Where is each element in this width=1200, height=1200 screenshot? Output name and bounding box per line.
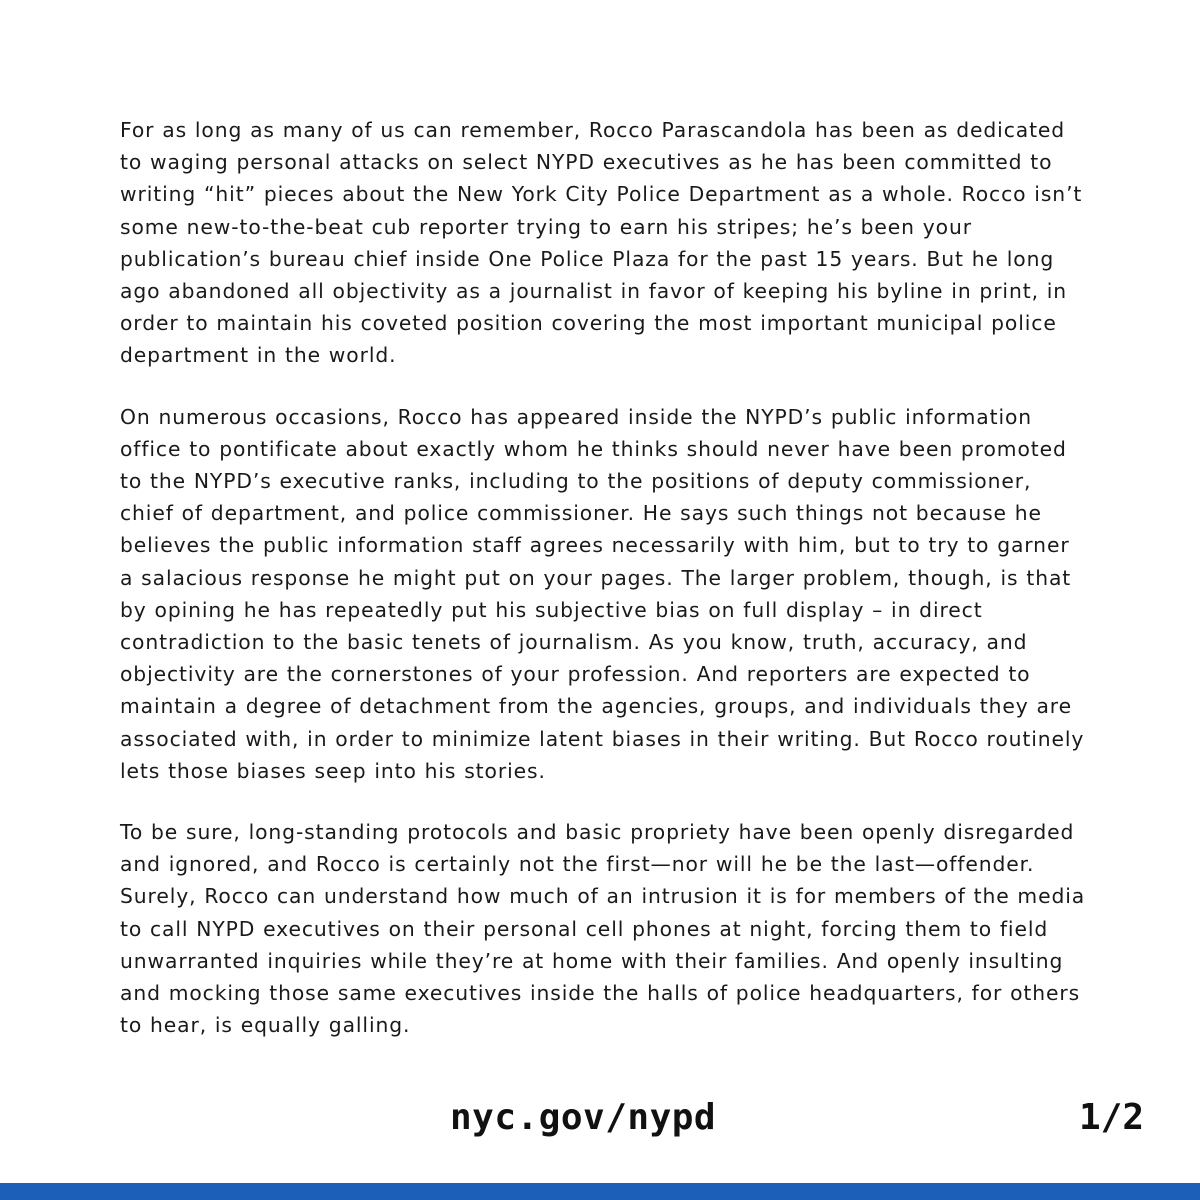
paragraph-2: On numerous occasions, Rocco has appeared inside the NYPD’s public information office to pontificate about exactly whom he thinks should never have been promoted to the NYPD’s executive ranks, including to the positions of deputy commissioner, chief of department, and police commissioner. He says such things not because he believes the public information staff agrees necessarily with him, but to try to garner a salacious response he might put on your pages. The larger problem, though, is that by opining he has repeatedly put his subjective bias on full display – in direct contradiction to the basic tenets of journalism. As you know, truth, accuracy, and objectivity are the cornerstones of your profession. And reporters are expected to maintain a degree of detachment from the agencies, groups, and individuals they are associated with, in order to minimize latent biases in their writing. But Rocco routinely lets those biases seep into his stories. bbox=[120, 404, 1085, 783]
paragraph-3: To be sure, long-standing protocols and basic propriety have been openly disregarded and ignored, and Rocco is certainly not the first—nor will he be the last—offender. Surely, Rocco can understand how much of an intrusion it is for members of the media to call NYPD executives on their personal cell phones at night, forcing them to field unwarranted inquiries while they’re at home with their families. And openly insulting and mocking those same executives inside the halls of police headquarters, for others to hear, is equally galling. bbox=[120, 820, 1086, 1038]
footer-url: nyc.gov/nypd bbox=[450, 1097, 717, 1138]
paragraph-1: For as long as many of us can remember, Rocco Parascandola has been as dedicated to waging personal attacks on select NYPD executives as he has been committed to writing “hit” pieces about the New York City Police Department as a whole. Rocco isn’t some new-to-the-beat cub reporter trying to earn his stripes; he’s been your publication’s bureau chief inside One Police Plaza for the past 15 years. But he long ago abandoned all objectivity as a journalist in favor of keeping his byline in print, in order to maintain his coveted position covering the most important municipal police department in the world. bbox=[120, 118, 1083, 368]
page-number: 1/2 bbox=[1078, 1097, 1144, 1138]
accent-bar bbox=[0, 1183, 1200, 1200]
letter-body bbox=[120, 114, 1086, 1041]
